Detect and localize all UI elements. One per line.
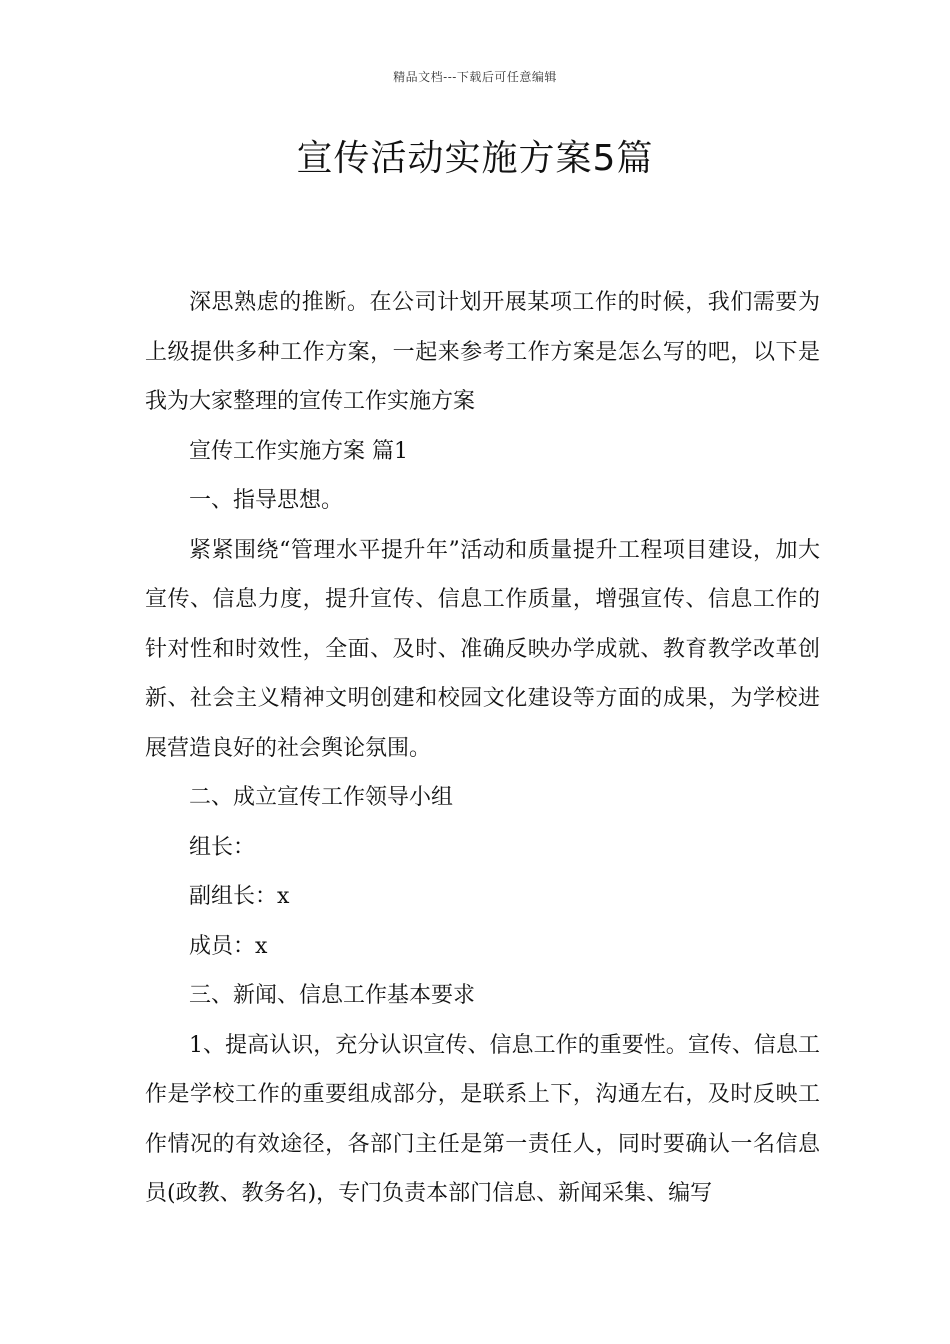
document-title: 宣传活动实施方案5篇 bbox=[296, 138, 654, 179]
paragraph-requirement-1: 1、提高认识，充分认识宣传、信息工作的重要性。宣传、信息工作是学校工作的重要组成部分，是联系上下，沟通左右，及时反映工作情况的有效途径，各部门主任是第一责任人，同时要确认一名信息员(政教、教务名)，专门负责本部门信息、新闻采集、编写 bbox=[145, 1032, 820, 1206]
deputy-leader-line: 副组长：x bbox=[189, 884, 290, 909]
heading-basic-requirements: 三、新闻、信息工作基本要求 bbox=[189, 983, 476, 1008]
group-leader-line: 组长： bbox=[189, 834, 256, 860]
heading-leadership-group: 二、成立宣传工作领导小组 bbox=[189, 785, 454, 810]
section-heading-plan-1: 宣传工作实施方案 篇1 bbox=[189, 438, 408, 464]
paragraph-intro: 深思熟虑的推断。在公司计划开展某项工作的时候，我们需要为上级提供多种工作方案，一起来参考工作方案是怎么写的吧，以下是我为大家整理的宣传工作实施方案 bbox=[145, 290, 820, 414]
heading-guiding-thought: 一、指导思想。 bbox=[189, 488, 344, 513]
document-body bbox=[145, 278, 820, 1219]
header-note: 精品文档---下载后可任意编辑 bbox=[393, 70, 557, 84]
members-line: 成员：x bbox=[189, 933, 268, 959]
paragraph-guiding-thought: 紧紧围绕“管理水平提升年”活动和质量提升工程项目建设，加大宣传、信息力度，提升宣传、信息工作质量，增强宣传、信息工作的针对性和时效性，全面、及时、准确反映办学成就、教育教学改革创新、社会主义精神文明创建和校园文化建设等方面的成果，为学校进展营造良好的社会舆论氛围。 bbox=[145, 537, 820, 761]
